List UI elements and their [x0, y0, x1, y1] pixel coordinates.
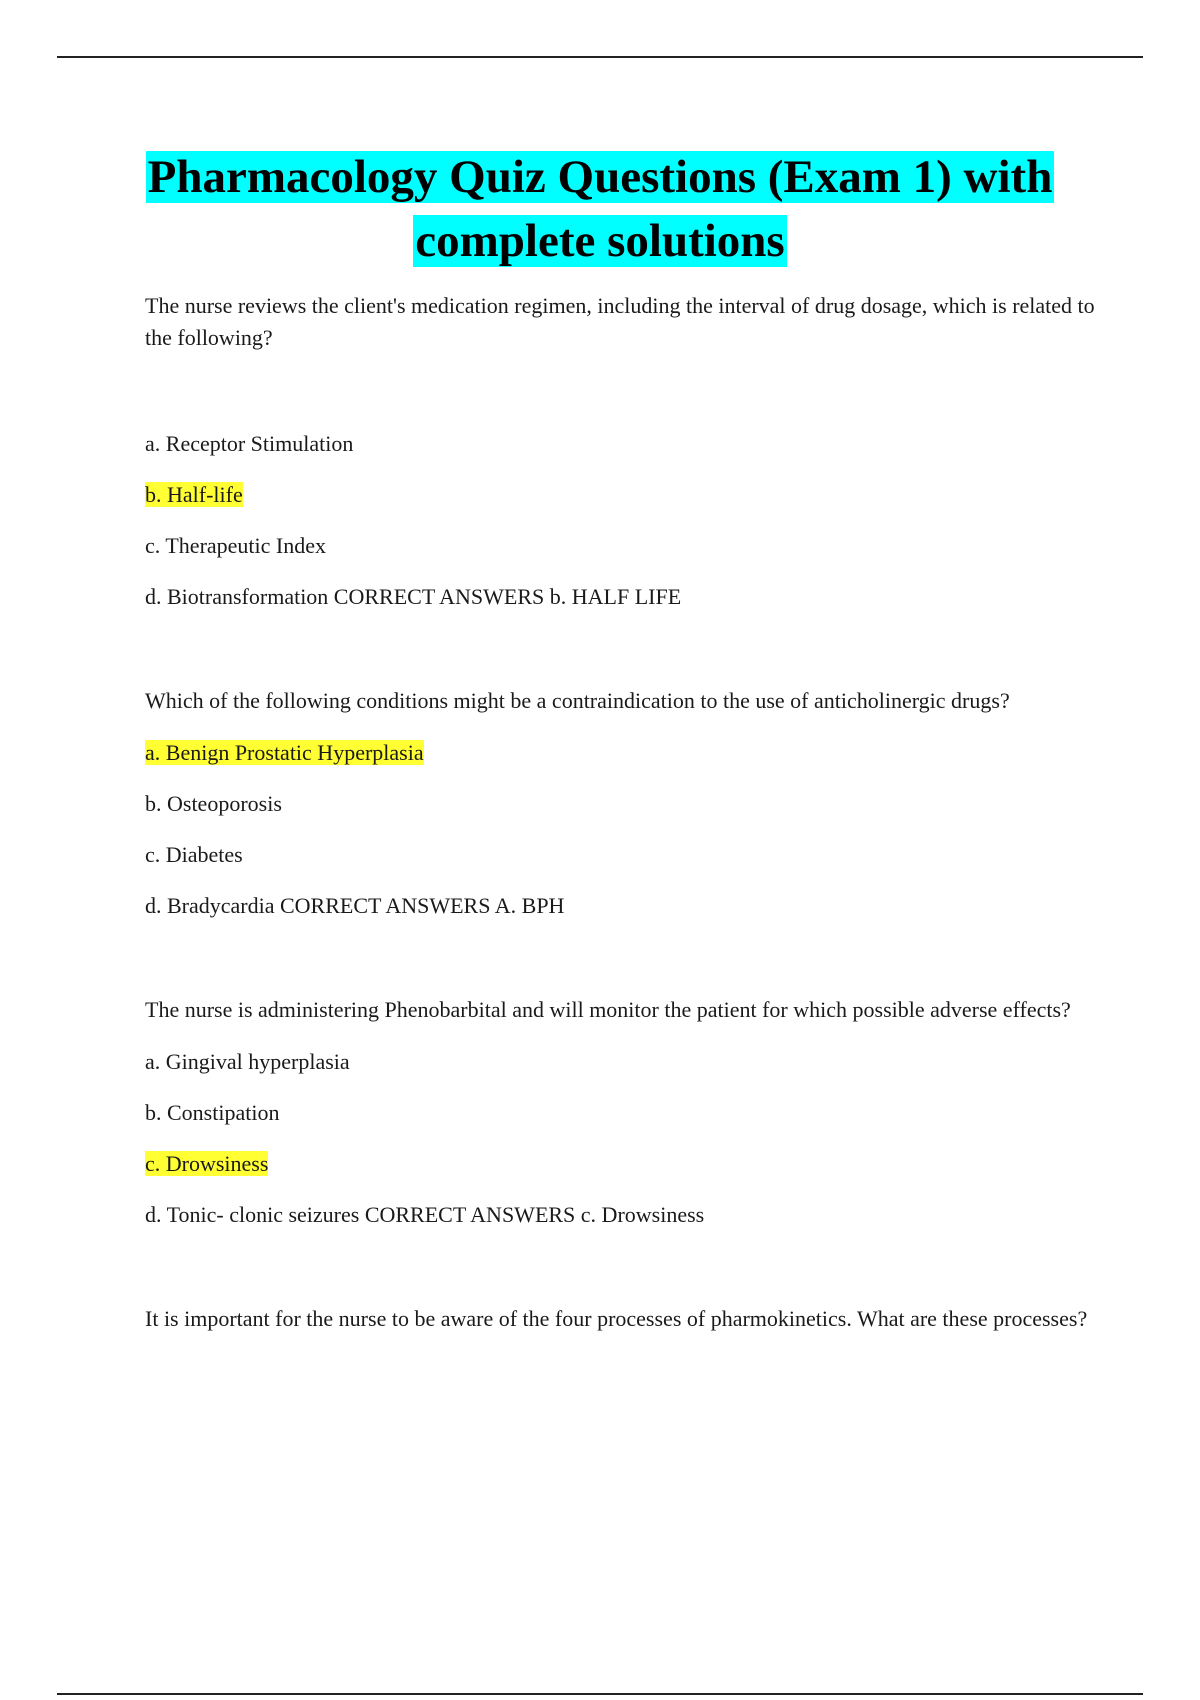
option-text: c. Diabetes	[145, 842, 243, 867]
option-b	[145, 788, 1095, 820]
option-text: b. Constipation	[145, 1100, 280, 1125]
bottom-rule	[57, 1693, 1143, 1695]
option-b	[145, 479, 1095, 511]
option-text: d. Bradycardia CORRECT ANSWERS A. BPH	[145, 893, 565, 918]
option-a	[145, 737, 1095, 769]
document-title	[100, 145, 1100, 273]
option-text: a. Receptor Stimulation	[145, 431, 354, 456]
question-block	[145, 1303, 1095, 1335]
option-text: d. Biotransformation CORRECT ANSWERS b. HALF LIFE	[145, 584, 682, 609]
quiz-content	[145, 290, 1095, 1335]
option-d	[145, 581, 1095, 613]
question-text: The nurse is administering Phenobarbital and will monitor the patient for which possible adverse effects?	[145, 997, 1071, 1022]
option-text: c. Therapeutic Index	[145, 533, 327, 558]
question-text: Which of the following conditions might be a contraindication to the use of anticholinergic drugs?	[145, 688, 1010, 713]
option-d	[145, 1199, 1095, 1231]
title-line-1: Pharmacology Quiz Questions (Exam 1) with	[147, 151, 1053, 203]
highlighted-answer: a. Benign Prostatic Hyperplasia	[145, 740, 424, 765]
question-text: It is important for the nurse to be aware of the four processes of pharmokinetics. What are these processes?	[145, 1306, 1088, 1331]
option-text: b. Osteoporosis	[145, 791, 282, 816]
question-block	[145, 685, 1095, 922]
option-d	[145, 890, 1095, 922]
top-rule	[57, 56, 1143, 58]
option-a	[145, 1046, 1095, 1078]
option-a	[145, 428, 1095, 460]
question-block	[145, 290, 1095, 613]
title-line-2: complete solutions	[415, 215, 785, 267]
highlighted-answer: c. Drowsiness	[145, 1151, 269, 1176]
option-text: a. Gingival hyperplasia	[145, 1049, 350, 1074]
question-block	[145, 994, 1095, 1231]
option-c	[145, 839, 1095, 871]
option-c	[145, 530, 1095, 562]
option-b	[145, 1097, 1095, 1129]
option-text: d. Tonic- clonic seizures CORRECT ANSWERS c. Drowsiness	[145, 1202, 705, 1227]
question-text: The nurse reviews the client's medication regimen, including the interval of drug dosage, which is related to the following?	[145, 293, 1095, 350]
highlighted-answer: b. Half-life	[145, 482, 243, 507]
option-c	[145, 1148, 1095, 1180]
